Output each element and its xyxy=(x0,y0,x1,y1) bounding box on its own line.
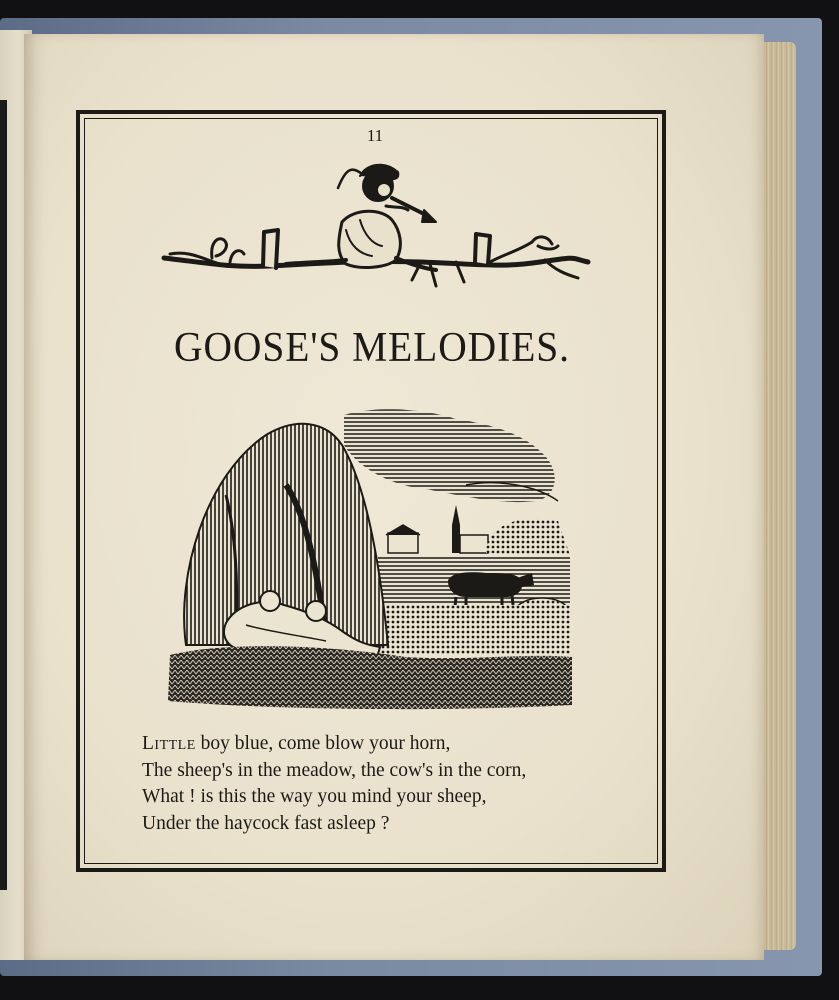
boy-on-branch-illustration xyxy=(160,150,592,300)
verse-first-word: Little xyxy=(142,733,196,754)
verse-line-4: Under the haycock fast asleep ? xyxy=(142,812,390,834)
verse-line-3: What ! is this the way you mind your sheep, xyxy=(142,786,487,807)
haycock-engraving xyxy=(166,405,576,715)
verse-line-1-rest: boy blue, come blow your horn, xyxy=(195,733,451,754)
verse-line-2: The sheep's in the meadow, the cow's in the corn, xyxy=(142,759,527,781)
verse-line-1 xyxy=(142,731,652,758)
page-number: 11 xyxy=(366,126,384,145)
nursery-rhyme-verse xyxy=(142,731,652,837)
book-title: GOOSE'S MELODIES. xyxy=(174,325,570,371)
